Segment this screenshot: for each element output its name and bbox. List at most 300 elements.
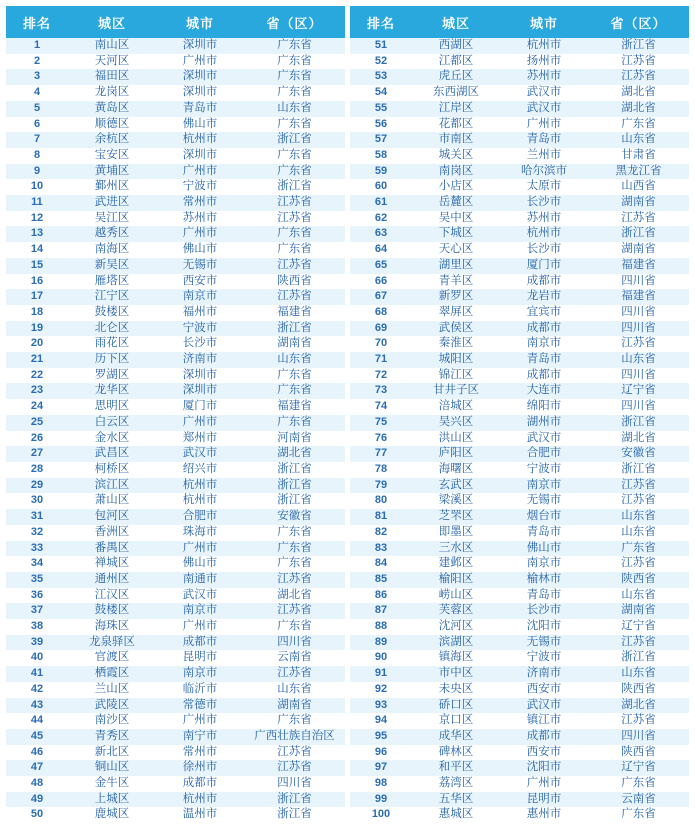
cell-district: 五华区 bbox=[412, 792, 500, 808]
cell-province: 云南省 bbox=[588, 792, 689, 808]
cell-rank: 48 bbox=[6, 776, 68, 792]
cell-district: 硚口区 bbox=[412, 698, 500, 714]
cell-city: 杭州市 bbox=[156, 132, 244, 148]
cell-province: 浙江省 bbox=[244, 462, 345, 478]
cell-city: 长沙市 bbox=[500, 603, 588, 619]
table-row bbox=[350, 588, 689, 604]
cell-province: 广东省 bbox=[244, 38, 345, 54]
cell-province: 浙江省 bbox=[588, 38, 689, 54]
table-row bbox=[350, 399, 689, 415]
cell-rank: 52 bbox=[350, 54, 412, 70]
table-row bbox=[6, 415, 345, 431]
table-row bbox=[6, 431, 345, 447]
cell-rank: 77 bbox=[350, 446, 412, 462]
cell-province: 江苏省 bbox=[588, 556, 689, 572]
cell-district: 崂山区 bbox=[412, 588, 500, 604]
cell-province: 浙江省 bbox=[588, 462, 689, 478]
cell-rank: 84 bbox=[350, 556, 412, 572]
table-row bbox=[350, 431, 689, 447]
cell-province: 四川省 bbox=[588, 274, 689, 290]
cell-city: 青岛市 bbox=[500, 132, 588, 148]
table-row bbox=[6, 682, 345, 698]
cell-province: 浙江省 bbox=[244, 179, 345, 195]
cell-city: 武汉市 bbox=[156, 446, 244, 462]
cell-province: 广东省 bbox=[244, 541, 345, 557]
cell-rank: 46 bbox=[6, 745, 68, 761]
cell-province: 福建省 bbox=[588, 289, 689, 305]
table-row bbox=[350, 792, 689, 808]
cell-province: 湖南省 bbox=[588, 603, 689, 619]
cell-province: 广东省 bbox=[244, 713, 345, 729]
cell-city: 哈尔滨市 bbox=[500, 164, 588, 180]
cell-district: 铜山区 bbox=[68, 760, 156, 776]
cell-district: 顺德区 bbox=[68, 117, 156, 133]
cell-district: 市中区 bbox=[412, 666, 500, 682]
cell-district: 金水区 bbox=[68, 431, 156, 447]
cell-rank: 15 bbox=[6, 258, 68, 274]
cell-city: 龙岩市 bbox=[500, 289, 588, 305]
cell-rank: 82 bbox=[350, 525, 412, 541]
cell-province: 广东省 bbox=[588, 541, 689, 557]
table-row bbox=[6, 635, 345, 651]
cell-city: 杭州市 bbox=[156, 792, 244, 808]
cell-province: 湖南省 bbox=[244, 336, 345, 352]
table-row bbox=[6, 101, 345, 117]
cell-city: 湖州市 bbox=[500, 415, 588, 431]
cell-district: 宝安区 bbox=[68, 148, 156, 164]
cell-district: 梁溪区 bbox=[412, 493, 500, 509]
cell-city: 杭州市 bbox=[156, 493, 244, 509]
cell-district: 滨湖区 bbox=[412, 635, 500, 651]
cell-rank: 6 bbox=[6, 117, 68, 133]
table-row bbox=[6, 776, 345, 792]
table-row bbox=[6, 179, 345, 195]
cell-rank: 67 bbox=[350, 289, 412, 305]
cell-district: 新北区 bbox=[68, 745, 156, 761]
table-row bbox=[6, 729, 345, 745]
cell-province: 山东省 bbox=[588, 509, 689, 525]
cell-district: 雁塔区 bbox=[68, 274, 156, 290]
cell-district: 东西湖区 bbox=[412, 85, 500, 101]
cell-province: 四川省 bbox=[588, 368, 689, 384]
table-row bbox=[350, 493, 689, 509]
cell-district: 天河区 bbox=[68, 54, 156, 70]
cell-city: 常州市 bbox=[156, 195, 244, 211]
cell-rank: 44 bbox=[6, 713, 68, 729]
table-row bbox=[350, 760, 689, 776]
table-row bbox=[350, 305, 689, 321]
cell-province: 广东省 bbox=[588, 776, 689, 792]
cell-district: 番禺区 bbox=[68, 541, 156, 557]
table-row bbox=[6, 713, 345, 729]
table-row bbox=[6, 211, 345, 227]
table-row bbox=[350, 541, 689, 557]
cell-city: 西安市 bbox=[500, 682, 588, 698]
cell-city: 昆明市 bbox=[500, 792, 588, 808]
table-row bbox=[6, 336, 345, 352]
table-row bbox=[6, 603, 345, 619]
cell-province: 四川省 bbox=[588, 321, 689, 337]
table-row bbox=[6, 195, 345, 211]
cell-district: 建邺区 bbox=[412, 556, 500, 572]
table-row bbox=[350, 525, 689, 541]
cell-district: 龙岗区 bbox=[68, 85, 156, 101]
cell-city: 佛山市 bbox=[156, 556, 244, 572]
cell-province: 江苏省 bbox=[588, 69, 689, 85]
table-row bbox=[6, 399, 345, 415]
table-row bbox=[350, 226, 689, 242]
cell-district: 吴江区 bbox=[68, 211, 156, 227]
cell-province: 浙江省 bbox=[244, 493, 345, 509]
cell-district: 甘井子区 bbox=[412, 383, 500, 399]
cell-rank: 33 bbox=[6, 541, 68, 557]
cell-district: 福田区 bbox=[68, 69, 156, 85]
cell-district: 碑林区 bbox=[412, 745, 500, 761]
cell-rank: 22 bbox=[6, 368, 68, 384]
table-row bbox=[350, 807, 689, 823]
cell-province: 江苏省 bbox=[244, 745, 345, 761]
cell-rank: 85 bbox=[350, 572, 412, 588]
cell-city: 广州市 bbox=[500, 117, 588, 133]
cell-rank: 70 bbox=[350, 336, 412, 352]
cell-city: 合肥市 bbox=[500, 446, 588, 462]
cell-city: 厦门市 bbox=[500, 258, 588, 274]
column-header-province: 省（区） bbox=[588, 6, 689, 38]
cell-rank: 34 bbox=[6, 556, 68, 572]
cell-rank: 87 bbox=[350, 603, 412, 619]
cell-district: 历下区 bbox=[68, 352, 156, 368]
cell-city: 广州市 bbox=[156, 164, 244, 180]
table-row bbox=[350, 698, 689, 714]
cell-district: 江都区 bbox=[412, 54, 500, 70]
cell-city: 佛山市 bbox=[156, 117, 244, 133]
table-row bbox=[350, 352, 689, 368]
column-header-rank: 排名 bbox=[350, 6, 412, 38]
table-row bbox=[6, 493, 345, 509]
cell-rank: 81 bbox=[350, 509, 412, 525]
cell-city: 南京市 bbox=[500, 478, 588, 494]
table-row bbox=[6, 226, 345, 242]
cell-city: 烟台市 bbox=[500, 509, 588, 525]
cell-district: 思明区 bbox=[68, 399, 156, 415]
table-row bbox=[350, 713, 689, 729]
cell-city: 无锡市 bbox=[500, 493, 588, 509]
cell-province: 福建省 bbox=[588, 258, 689, 274]
table-row bbox=[6, 148, 345, 164]
cell-district: 下城区 bbox=[412, 226, 500, 242]
cell-province: 江苏省 bbox=[244, 289, 345, 305]
cell-province: 江苏省 bbox=[588, 713, 689, 729]
cell-rank: 89 bbox=[350, 635, 412, 651]
cell-district: 青秀区 bbox=[68, 729, 156, 745]
cell-city: 宜宾市 bbox=[500, 305, 588, 321]
cell-province: 浙江省 bbox=[588, 415, 689, 431]
table-row bbox=[350, 682, 689, 698]
cell-rank: 11 bbox=[6, 195, 68, 211]
table-row bbox=[350, 211, 689, 227]
cell-city: 青岛市 bbox=[156, 101, 244, 117]
cell-province: 广东省 bbox=[244, 556, 345, 572]
cell-province: 广东省 bbox=[244, 383, 345, 399]
cell-rank: 90 bbox=[350, 650, 412, 666]
cell-rank: 55 bbox=[350, 101, 412, 117]
cell-district: 涪城区 bbox=[412, 399, 500, 415]
cell-rank: 21 bbox=[6, 352, 68, 368]
table-row bbox=[6, 289, 345, 305]
cell-rank: 41 bbox=[6, 666, 68, 682]
cell-rank: 40 bbox=[6, 650, 68, 666]
cell-city: 宁波市 bbox=[500, 462, 588, 478]
cell-city: 深圳市 bbox=[156, 148, 244, 164]
cell-district: 荔湾区 bbox=[412, 776, 500, 792]
table-row bbox=[6, 588, 345, 604]
cell-province: 山东省 bbox=[244, 352, 345, 368]
table-row bbox=[6, 525, 345, 541]
cell-province: 四川省 bbox=[244, 635, 345, 651]
cell-city: 青岛市 bbox=[500, 588, 588, 604]
cell-city: 济南市 bbox=[156, 352, 244, 368]
cell-province: 山东省 bbox=[244, 101, 345, 117]
cell-district: 吴兴区 bbox=[412, 415, 500, 431]
cell-province: 江苏省 bbox=[588, 478, 689, 494]
cell-province: 浙江省 bbox=[588, 650, 689, 666]
cell-province: 广东省 bbox=[244, 368, 345, 384]
table-row bbox=[6, 258, 345, 274]
table-row bbox=[6, 462, 345, 478]
table-row bbox=[350, 85, 689, 101]
cell-rank: 86 bbox=[350, 588, 412, 604]
cell-district: 雨花区 bbox=[68, 336, 156, 352]
cell-district: 龙泉驿区 bbox=[68, 635, 156, 651]
cell-rank: 64 bbox=[350, 242, 412, 258]
cell-province: 江苏省 bbox=[588, 493, 689, 509]
column-header-rank: 排名 bbox=[6, 6, 68, 38]
cell-district: 和平区 bbox=[412, 760, 500, 776]
cell-city: 成都市 bbox=[500, 729, 588, 745]
table-row bbox=[350, 446, 689, 462]
cell-rank: 66 bbox=[350, 274, 412, 290]
cell-rank: 30 bbox=[6, 493, 68, 509]
cell-city: 成都市 bbox=[156, 776, 244, 792]
rankings-table-left bbox=[6, 6, 345, 823]
cell-rank: 76 bbox=[350, 431, 412, 447]
cell-province: 江苏省 bbox=[244, 666, 345, 682]
cell-rank: 80 bbox=[350, 493, 412, 509]
cell-city: 青岛市 bbox=[500, 352, 588, 368]
cell-province: 湖北省 bbox=[244, 588, 345, 604]
table-row bbox=[350, 148, 689, 164]
table-row bbox=[350, 729, 689, 745]
cell-rank: 8 bbox=[6, 148, 68, 164]
cell-rank: 59 bbox=[350, 164, 412, 180]
table-row bbox=[6, 650, 345, 666]
cell-rank: 72 bbox=[350, 368, 412, 384]
cell-city: 济南市 bbox=[500, 666, 588, 682]
cell-rank: 63 bbox=[350, 226, 412, 242]
cell-district: 兰山区 bbox=[68, 682, 156, 698]
table-row bbox=[6, 368, 345, 384]
cell-city: 西安市 bbox=[156, 274, 244, 290]
cell-city: 宁波市 bbox=[156, 321, 244, 337]
cell-city: 苏州市 bbox=[500, 211, 588, 227]
cell-rank: 3 bbox=[6, 69, 68, 85]
cell-province: 江苏省 bbox=[588, 635, 689, 651]
cell-district: 黄岛区 bbox=[68, 101, 156, 117]
cell-city: 郑州市 bbox=[156, 431, 244, 447]
cell-rank: 42 bbox=[6, 682, 68, 698]
cell-district: 鹿城区 bbox=[68, 807, 156, 823]
cell-rank: 19 bbox=[6, 321, 68, 337]
cell-rank: 92 bbox=[350, 682, 412, 698]
cell-province: 安徽省 bbox=[244, 509, 345, 525]
cell-district: 湖里区 bbox=[412, 258, 500, 274]
cell-province: 广东省 bbox=[244, 69, 345, 85]
table-row bbox=[6, 164, 345, 180]
cell-city: 南京市 bbox=[500, 336, 588, 352]
table-row bbox=[6, 383, 345, 399]
cell-district: 江宁区 bbox=[68, 289, 156, 305]
cell-city: 惠州市 bbox=[500, 807, 588, 823]
cell-city: 深圳市 bbox=[156, 69, 244, 85]
cell-rank: 24 bbox=[6, 399, 68, 415]
cell-province: 广东省 bbox=[244, 117, 345, 133]
cell-rank: 43 bbox=[6, 698, 68, 714]
cell-rank: 45 bbox=[6, 729, 68, 745]
cell-rank: 83 bbox=[350, 541, 412, 557]
cell-province: 陕西省 bbox=[588, 682, 689, 698]
table-row bbox=[6, 85, 345, 101]
cell-rank: 78 bbox=[350, 462, 412, 478]
cell-rank: 4 bbox=[6, 85, 68, 101]
cell-rank: 74 bbox=[350, 399, 412, 415]
cell-district: 沈河区 bbox=[412, 619, 500, 635]
cell-rank: 60 bbox=[350, 179, 412, 195]
cell-province: 湖南省 bbox=[588, 242, 689, 258]
cell-rank: 51 bbox=[350, 38, 412, 54]
cell-district: 越秀区 bbox=[68, 226, 156, 242]
cell-city: 扬州市 bbox=[500, 54, 588, 70]
table-row bbox=[350, 415, 689, 431]
cell-district: 金牛区 bbox=[68, 776, 156, 792]
cell-district: 罗湖区 bbox=[68, 368, 156, 384]
cell-rank: 65 bbox=[350, 258, 412, 274]
column-header-city: 城市 bbox=[156, 6, 244, 38]
cell-city: 苏州市 bbox=[156, 211, 244, 227]
cell-province: 四川省 bbox=[588, 399, 689, 415]
cell-rank: 69 bbox=[350, 321, 412, 337]
cell-district: 榆阳区 bbox=[412, 572, 500, 588]
cell-city: 青岛市 bbox=[500, 525, 588, 541]
table-row bbox=[350, 38, 689, 54]
table-row bbox=[6, 792, 345, 808]
column-header-district: 城区 bbox=[68, 6, 156, 38]
cell-district: 鼓楼区 bbox=[68, 305, 156, 321]
cell-rank: 49 bbox=[6, 792, 68, 808]
cell-city: 佛山市 bbox=[500, 541, 588, 557]
cell-city: 广州市 bbox=[156, 415, 244, 431]
table-row bbox=[350, 54, 689, 70]
cell-district: 洪山区 bbox=[412, 431, 500, 447]
cell-city: 榆林市 bbox=[500, 572, 588, 588]
cell-district: 黄埔区 bbox=[68, 164, 156, 180]
cell-city: 徐州市 bbox=[156, 760, 244, 776]
table-row bbox=[350, 289, 689, 305]
cell-province: 甘肃省 bbox=[588, 148, 689, 164]
table-row bbox=[6, 38, 345, 54]
cell-province: 广东省 bbox=[588, 807, 689, 823]
cell-rank: 17 bbox=[6, 289, 68, 305]
cell-district: 鄞州区 bbox=[68, 179, 156, 195]
cell-city: 绵阳市 bbox=[500, 399, 588, 415]
table-row bbox=[6, 54, 345, 70]
cell-city: 绍兴市 bbox=[156, 462, 244, 478]
cell-province: 安徽省 bbox=[588, 446, 689, 462]
cell-city: 南京市 bbox=[156, 666, 244, 682]
cell-district: 花都区 bbox=[412, 117, 500, 133]
column-header-province: 省（区） bbox=[244, 6, 345, 38]
cell-province: 四川省 bbox=[588, 305, 689, 321]
table-row bbox=[6, 541, 345, 557]
cell-province: 山东省 bbox=[588, 132, 689, 148]
cell-province: 广东省 bbox=[244, 148, 345, 164]
cell-city: 南京市 bbox=[156, 603, 244, 619]
cell-district: 禅城区 bbox=[68, 556, 156, 572]
cell-province: 黑龙江省 bbox=[588, 164, 689, 180]
cell-district: 柯桥区 bbox=[68, 462, 156, 478]
table-row bbox=[350, 509, 689, 525]
cell-rank: 10 bbox=[6, 179, 68, 195]
cell-province: 山东省 bbox=[244, 682, 345, 698]
cell-rank: 54 bbox=[350, 85, 412, 101]
table-row bbox=[350, 650, 689, 666]
cell-province: 陕西省 bbox=[588, 745, 689, 761]
column-header-district: 城区 bbox=[412, 6, 500, 38]
cell-rank: 62 bbox=[350, 211, 412, 227]
cell-district: 岳麓区 bbox=[412, 195, 500, 211]
cell-province: 广东省 bbox=[244, 242, 345, 258]
cell-district: 庐阳区 bbox=[412, 446, 500, 462]
cell-rank: 29 bbox=[6, 478, 68, 494]
table-row bbox=[350, 368, 689, 384]
cell-district: 天心区 bbox=[412, 242, 500, 258]
cell-rank: 56 bbox=[350, 117, 412, 133]
cell-province: 山东省 bbox=[588, 666, 689, 682]
table-row bbox=[6, 132, 345, 148]
table-row bbox=[350, 462, 689, 478]
table-row bbox=[6, 556, 345, 572]
cell-rank: 100 bbox=[350, 807, 412, 823]
cell-rank: 97 bbox=[350, 760, 412, 776]
cell-province: 广东省 bbox=[244, 619, 345, 635]
table-row bbox=[350, 745, 689, 761]
cell-city: 深圳市 bbox=[156, 85, 244, 101]
cell-province: 四川省 bbox=[588, 729, 689, 745]
table-row bbox=[6, 478, 345, 494]
cell-city: 珠海市 bbox=[156, 525, 244, 541]
cell-city: 深圳市 bbox=[156, 38, 244, 54]
cell-district: 锦江区 bbox=[412, 368, 500, 384]
cell-province: 浙江省 bbox=[244, 132, 345, 148]
table-row bbox=[6, 274, 345, 290]
cell-rank: 28 bbox=[6, 462, 68, 478]
cell-district: 上城区 bbox=[68, 792, 156, 808]
cell-district: 吴中区 bbox=[412, 211, 500, 227]
table-row bbox=[350, 101, 689, 117]
cell-province: 湖北省 bbox=[588, 85, 689, 101]
table-row bbox=[6, 698, 345, 714]
cell-district: 萧山区 bbox=[68, 493, 156, 509]
cell-city: 沈阳市 bbox=[500, 760, 588, 776]
